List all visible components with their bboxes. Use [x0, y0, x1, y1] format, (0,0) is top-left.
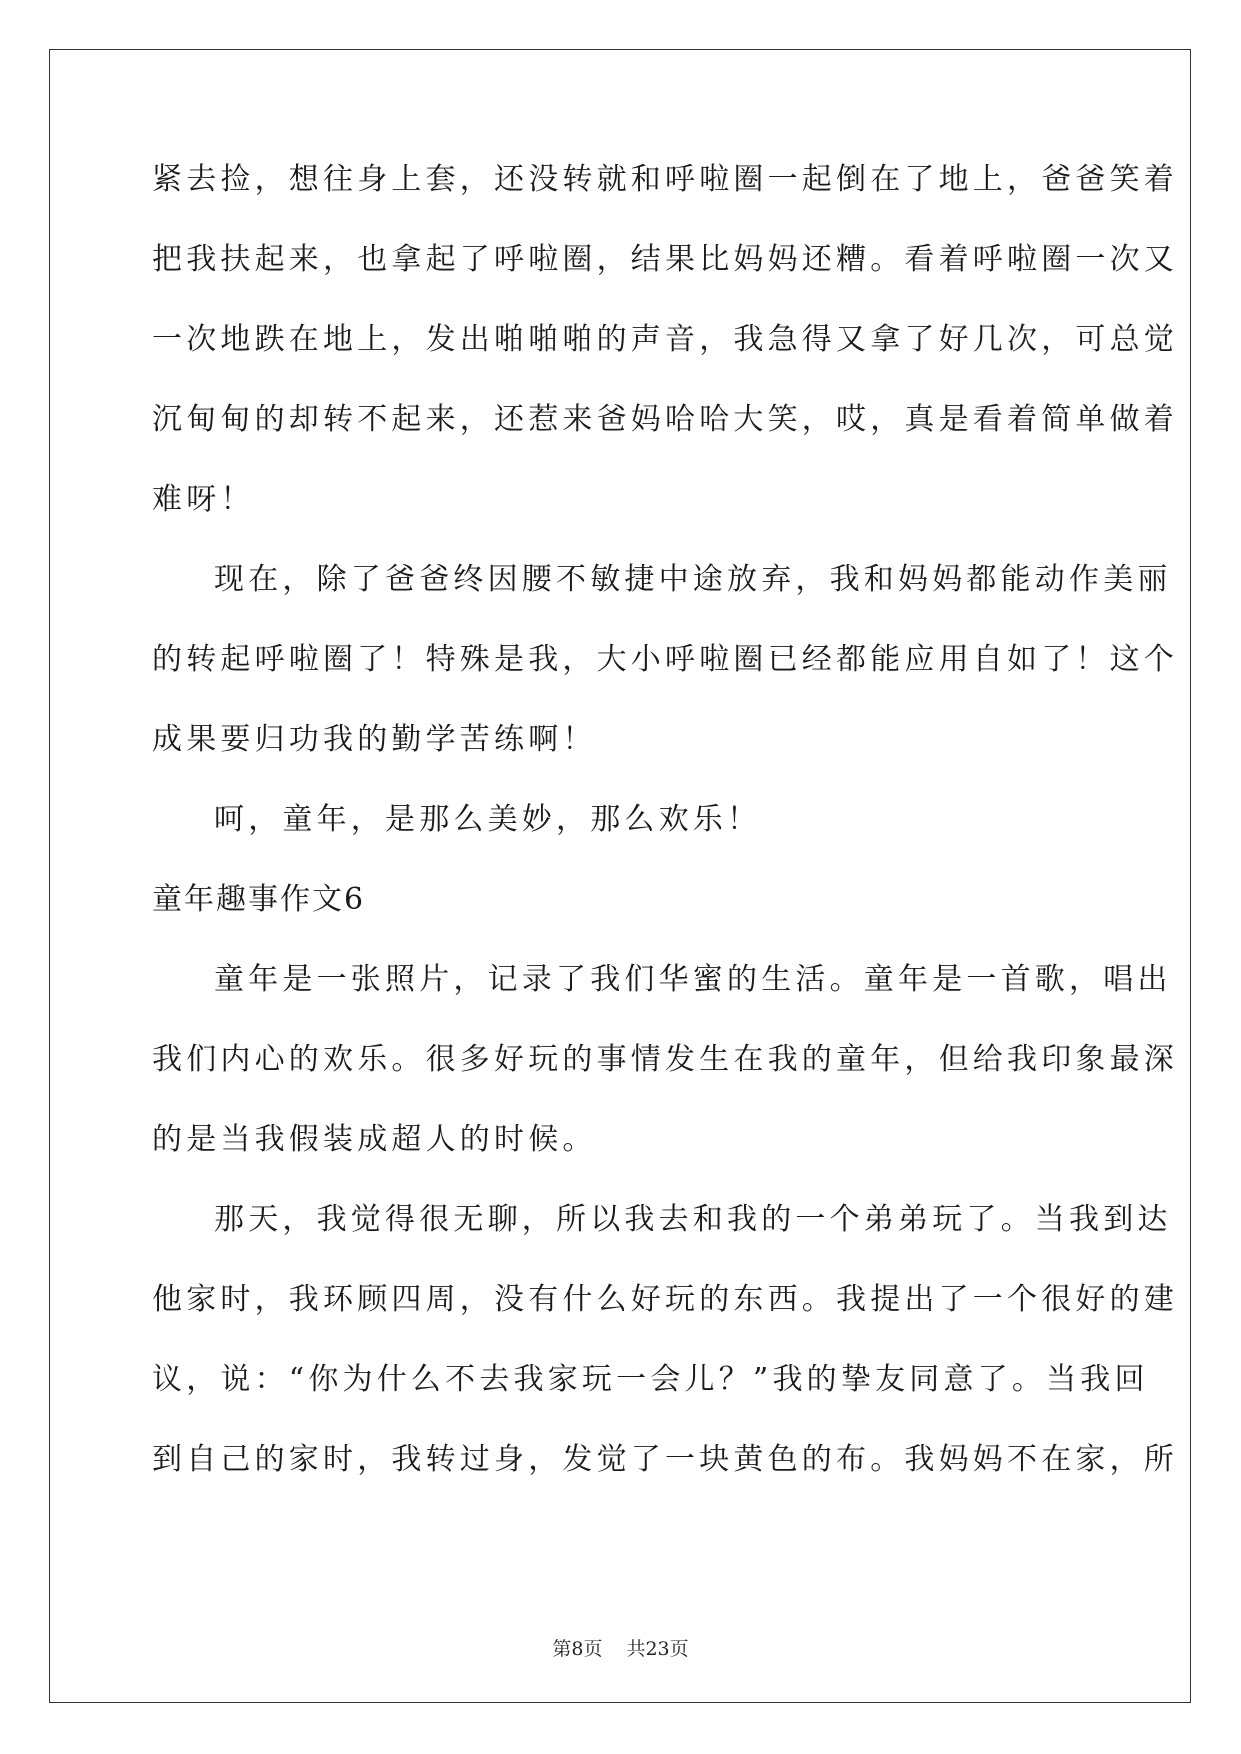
page-total: 共23页 [626, 1638, 689, 1660]
text-line-11: 童年是一张照片，记录了我们华蜜的生活。童年是一首歌，唱出 [214, 962, 1172, 997]
text-line-13: 的是当我假装成超人的时候。 [152, 1122, 597, 1157]
text-line-15: 他家时，我环顾四周，没有什么好玩的东西。我提出了一个很好的建 [152, 1282, 1178, 1317]
text-line-12: 我们内心的欢乐。很多好玩的事情发生在我的童年，但给我印象最深 [152, 1042, 1178, 1077]
document-body [152, 160, 1178, 1520]
text-line-4: 沉甸甸的却转不起来，还惹来爸妈哈哈大笑，哎，真是看着简单做着 [152, 402, 1178, 437]
text-line-2: 把我扶起来，也拿起了呼啦圈，结果比妈妈还糟。看着呼啦圈一次又 [152, 242, 1178, 277]
section-heading: 童年趣事作文6 [152, 882, 366, 917]
page-number: 第8页 [552, 1638, 603, 1660]
text-line-17: 到自己的家时，我转过身，发觉了一块黄色的布。我妈妈不在家，所 [152, 1442, 1178, 1477]
text-line-7: 的转起呼啦圈了！特殊是我，大小呼啦圈已经都能应用自如了！这个 [152, 642, 1178, 677]
text-line-5: 难呀！ [152, 482, 255, 517]
text-line-9: 呵，童年，是那么美妙，那么欢乐！ [214, 802, 762, 837]
text-line-6: 现在，除了爸爸终因腰不敏捷中途放弃，我和妈妈都能动作美丽 [214, 562, 1172, 597]
text-line-1: 紧去捡，想往身上套，还没转就和呼啦圈一起倒在了地上，爸爸笑着 [152, 162, 1178, 197]
text-line-16: 议，说：“你为什么不去我家玩一会儿？”我的挚友同意了。当我回 [152, 1362, 1149, 1397]
text-line-8: 成果要归功我的勤学苦练啊！ [152, 722, 597, 757]
text-line-14: 那天，我觉得很无聊，所以我去和我的一个弟弟玩了。当我到达 [214, 1202, 1172, 1237]
text-line-3: 一次地跌在地上，发出啪啪啪的声音，我急得又拿了好几次，可总觉 [152, 322, 1178, 357]
page-footer [0, 1634, 1241, 1661]
